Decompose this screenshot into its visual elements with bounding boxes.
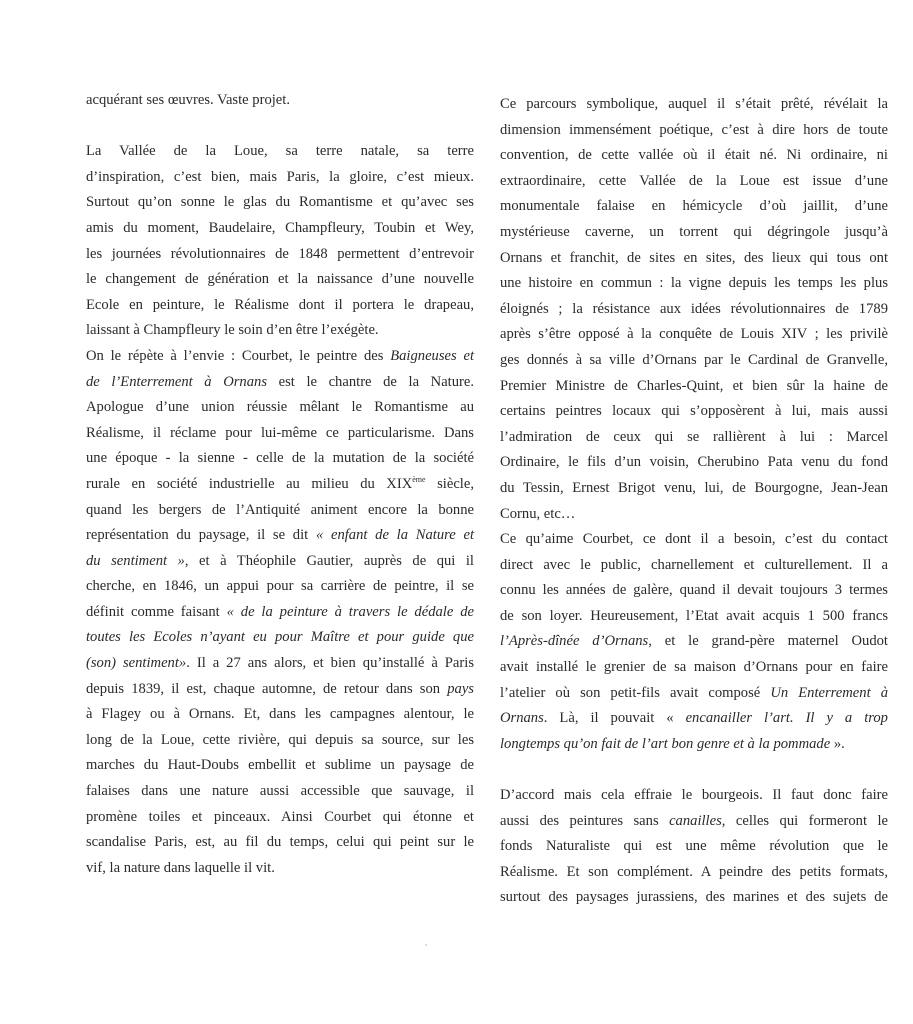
body-text: extraordinaire, cette Vallée de la Loue est issue d’une bbox=[500, 172, 888, 189]
italic-text: de l’Enterrement à Ornans bbox=[86, 373, 268, 390]
body-text: d’inspiration, c’est bien, mais Paris, la gloire, c’est mieux. bbox=[86, 168, 474, 185]
superscript: ème bbox=[412, 474, 426, 484]
italic-text: Baigneuses et bbox=[390, 347, 475, 364]
text-line bbox=[500, 297, 888, 323]
body-text: Ordinaire, le fils d’un voisin, Cherubino Pata venu du fond bbox=[500, 454, 888, 471]
italic-text: l’Après-dînée d’Ornans bbox=[500, 633, 649, 650]
text-line bbox=[500, 527, 888, 553]
text-line bbox=[86, 139, 474, 165]
text-line bbox=[86, 600, 474, 626]
text-line bbox=[86, 318, 474, 344]
text-line bbox=[86, 446, 474, 472]
paragraph-gap bbox=[86, 114, 474, 140]
text-line bbox=[86, 165, 474, 191]
text-line bbox=[86, 805, 474, 831]
body-text: Surtout qu’on sonne le glas du Romantisme et qu’avec ses bbox=[86, 194, 474, 211]
text-line bbox=[86, 472, 474, 498]
text-line bbox=[86, 830, 474, 856]
text-line bbox=[500, 220, 888, 246]
text-line bbox=[500, 374, 888, 400]
body-text: monumentale falaise en hémicycle d’où jaillit, d’une bbox=[500, 198, 888, 215]
body-text: représentation du paysage, il se dit bbox=[86, 527, 316, 544]
body-text: siècle, bbox=[425, 475, 474, 492]
text-line bbox=[86, 370, 474, 396]
italic-text: Ornans bbox=[500, 710, 544, 727]
body-text: le changement de génération et la naissance d’une nouvelle bbox=[86, 271, 474, 288]
body-text: surtout des paysages jurassiens, des marines et des sujets de bbox=[500, 889, 888, 906]
text-line bbox=[500, 246, 888, 272]
text-line bbox=[86, 498, 474, 524]
body-text: Apologue d’une union réussie mêlant le Romantisme au bbox=[86, 399, 474, 416]
text-line bbox=[86, 523, 474, 549]
body-text: est le chantre de la Nature. bbox=[267, 373, 475, 390]
body-text: éloignés ; la résistance aux idées révolutionnaires de 1789 bbox=[500, 300, 888, 317]
text-line bbox=[500, 655, 888, 681]
body-text: La Vallée de la Loue, sa terre natale, sa terre bbox=[86, 143, 474, 160]
italic-text: du sentiment » bbox=[86, 552, 185, 569]
text-line bbox=[500, 271, 888, 297]
text-line bbox=[500, 885, 888, 911]
text-line bbox=[500, 476, 888, 502]
body-text: laissant à Champfleury le soin d’en être l’exégète. bbox=[86, 322, 379, 339]
text-line bbox=[500, 169, 888, 195]
text-line bbox=[86, 574, 474, 600]
body-text: l’admiration de ceux qui se rallièrent à lui : Marcel bbox=[500, 428, 888, 445]
body-text: falaises dans une nature aussi accessible que sauvage, il bbox=[86, 783, 474, 800]
text-line bbox=[86, 856, 474, 882]
body-text: après s’être opposé à la conquête de Louis XIV ; les privilè bbox=[500, 326, 888, 343]
text-line bbox=[500, 578, 888, 604]
body-text: , et le grand-père maternel Oudot bbox=[648, 633, 888, 650]
body-text: certains peintres locaux qui s’opposèrent à lui, mais aussi bbox=[500, 403, 888, 420]
body-text: quand les bergers de l’Antiquité animent encore la bonne bbox=[86, 501, 474, 518]
body-text: long de la Loue, cette rivière, qui depuis sa source, sur les bbox=[86, 731, 474, 748]
italic-text: « enfant de la Nature et bbox=[315, 527, 474, 544]
body-text: une époque - la sienne - celle de la mutation de la société bbox=[86, 450, 474, 467]
text-line bbox=[86, 702, 474, 728]
text-line bbox=[500, 706, 888, 732]
body-text: ges donnés à sa ville d’Ornans par le Cardinal de Granvelle, bbox=[500, 351, 888, 368]
body-text: Ce parcours symbolique, auquel il s’était prêté, révélait la bbox=[500, 96, 888, 112]
body-text: direct avec le public, charnellement et culturellement. Il a bbox=[500, 556, 888, 573]
text-line bbox=[86, 651, 474, 677]
body-text: fonds Naturaliste qui est une même révolution que le bbox=[500, 838, 888, 855]
italic-text: encanailler l’art. Il y a trop bbox=[685, 710, 888, 727]
text-line bbox=[86, 625, 474, 651]
right-column bbox=[500, 92, 888, 911]
body-text: D’accord mais cela effraie le bourgeois. Il faut donc faire bbox=[500, 787, 888, 804]
body-text: promène toiles et pinceaux. Ainsi Courbet qui étonne et bbox=[86, 808, 474, 825]
body-text: Ce qu’aime Courbet, ce dont il a besoin, c’est du contact bbox=[500, 531, 888, 548]
text-line bbox=[500, 809, 888, 835]
body-text: l’atelier où son petit-fils avait composé bbox=[500, 684, 771, 701]
text-line bbox=[500, 450, 888, 476]
text-line bbox=[500, 553, 888, 579]
text-line bbox=[500, 834, 888, 860]
body-text: une histoire en commun : la vigne depuis les temps les plus bbox=[500, 275, 888, 292]
text-line bbox=[86, 216, 474, 242]
body-text: , et à Théophile Gautier, auprès de qui il bbox=[184, 552, 474, 569]
body-text: définit comme faisant bbox=[86, 603, 227, 620]
text-line bbox=[500, 322, 888, 348]
body-text: On le répète à l’envie : Courbet, le peintre des bbox=[86, 347, 391, 364]
text-line bbox=[86, 242, 474, 268]
body-text: marches du Haut-Doubs embellit et sublime un paysage de bbox=[86, 757, 474, 774]
body-text: scandalise Paris, est, au fil du temps, celui qui peint sur le bbox=[86, 834, 474, 851]
italic-text: Un Enterrement à bbox=[770, 684, 888, 701]
text-line bbox=[86, 728, 474, 754]
body-text: à Flagey ou à Ornans. Et, dans les campagnes alentour, le bbox=[86, 706, 474, 723]
body-text: acquérant ses œuvres. Vaste projet. bbox=[86, 92, 290, 108]
italic-text: (son) sentiment» bbox=[86, 655, 187, 672]
body-text: depuis 1839, il est, chaque automne, de retour dans son bbox=[86, 680, 448, 697]
body-text: de son loyer. Heureusement, l’Etat avait acquis 1 500 francs bbox=[500, 607, 888, 624]
body-text: dimension immensément poétique, c’est à dire hors de toute bbox=[500, 121, 888, 138]
text-line bbox=[500, 348, 888, 374]
italic-text: pays bbox=[447, 680, 474, 697]
italic-text: canailles bbox=[669, 812, 722, 829]
body-text: amis du moment, Baudelaire, Champfleury, Toubin et Wey, bbox=[86, 219, 474, 236]
text-line bbox=[500, 604, 888, 630]
text-line bbox=[86, 395, 474, 421]
text-line bbox=[86, 88, 474, 114]
body-text: du Tessin, Ernest Brigot venu, lui, de Bourgogne, Jean-Jean bbox=[500, 479, 888, 496]
text-line bbox=[86, 549, 474, 575]
body-text: rurale en société industrielle au milieu du XIX bbox=[86, 475, 413, 492]
body-text: ». bbox=[830, 735, 845, 752]
text-line bbox=[500, 143, 888, 169]
body-text: Ecole en peinture, le Réalisme dont il portera le drapeau, bbox=[86, 296, 474, 313]
body-text: cherche, en 1846, un appui pour sa carrière de peintre, il se bbox=[86, 578, 474, 595]
body-text: , celles qui formeront le bbox=[721, 812, 888, 829]
body-text: avait installé le grenier de sa maison d’Ornans pour en faire bbox=[500, 659, 888, 676]
text-line bbox=[500, 399, 888, 425]
text-line bbox=[86, 267, 474, 293]
left-column bbox=[86, 88, 474, 881]
text-line bbox=[86, 779, 474, 805]
body-text: connu les années de galère, quand il devait toujours 3 termes bbox=[500, 582, 888, 599]
text-line bbox=[86, 190, 474, 216]
text-line bbox=[86, 293, 474, 319]
body-text: vif, la nature dans laquelle il vit. bbox=[86, 859, 275, 876]
italic-text: toutes les Ecoles n’ayant eu pour Maître et pour guide que bbox=[86, 629, 474, 646]
body-text: aussi des peintures sans bbox=[500, 812, 670, 829]
body-text: . Il a 27 ans alors, et bien qu’installé à Paris bbox=[186, 655, 474, 672]
body-text: Cornu, etc… bbox=[500, 505, 576, 522]
text-line bbox=[500, 681, 888, 707]
text-line bbox=[500, 425, 888, 451]
body-text: Réalisme. Et son complément. A peindre des petits formats, bbox=[500, 863, 888, 880]
text-line bbox=[86, 344, 474, 370]
paragraph-gap bbox=[500, 757, 888, 783]
text-line bbox=[500, 783, 888, 809]
text-line bbox=[500, 732, 888, 758]
body-text: mystérieuse caverne, un torrent qui dégringole jusqu’à bbox=[500, 223, 888, 240]
text-line bbox=[500, 629, 888, 655]
body-text: convention, de cette vallée où il était né. Ni ordinaire, ni bbox=[500, 147, 888, 164]
text-line bbox=[500, 860, 888, 886]
body-text: Premier Ministre de Charles-Quint, et bien sûr la haine de bbox=[500, 377, 888, 394]
italic-text: longtemps qu’on fait de l’art bon genre et à la pommade bbox=[500, 735, 831, 752]
text-line bbox=[500, 92, 888, 118]
text-line bbox=[500, 118, 888, 144]
scan-speck bbox=[425, 944, 427, 946]
body-text: . Là, il pouvait « bbox=[543, 710, 686, 727]
body-text: Ornans et franchit, de sites en sites, des lieux qui tous ont bbox=[500, 249, 888, 266]
text-line bbox=[86, 421, 474, 447]
italic-text: « de la peinture à travers le dédale de bbox=[226, 603, 474, 620]
body-text: Réalisme, il réclame pour lui-même ce particularisme. Dans bbox=[86, 424, 474, 441]
text-line bbox=[500, 502, 888, 528]
body-text: les journées révolutionnaires de 1848 permettent d’entrevoir bbox=[86, 245, 474, 262]
text-line bbox=[500, 194, 888, 220]
text-line bbox=[86, 753, 474, 779]
text-line bbox=[86, 677, 474, 703]
